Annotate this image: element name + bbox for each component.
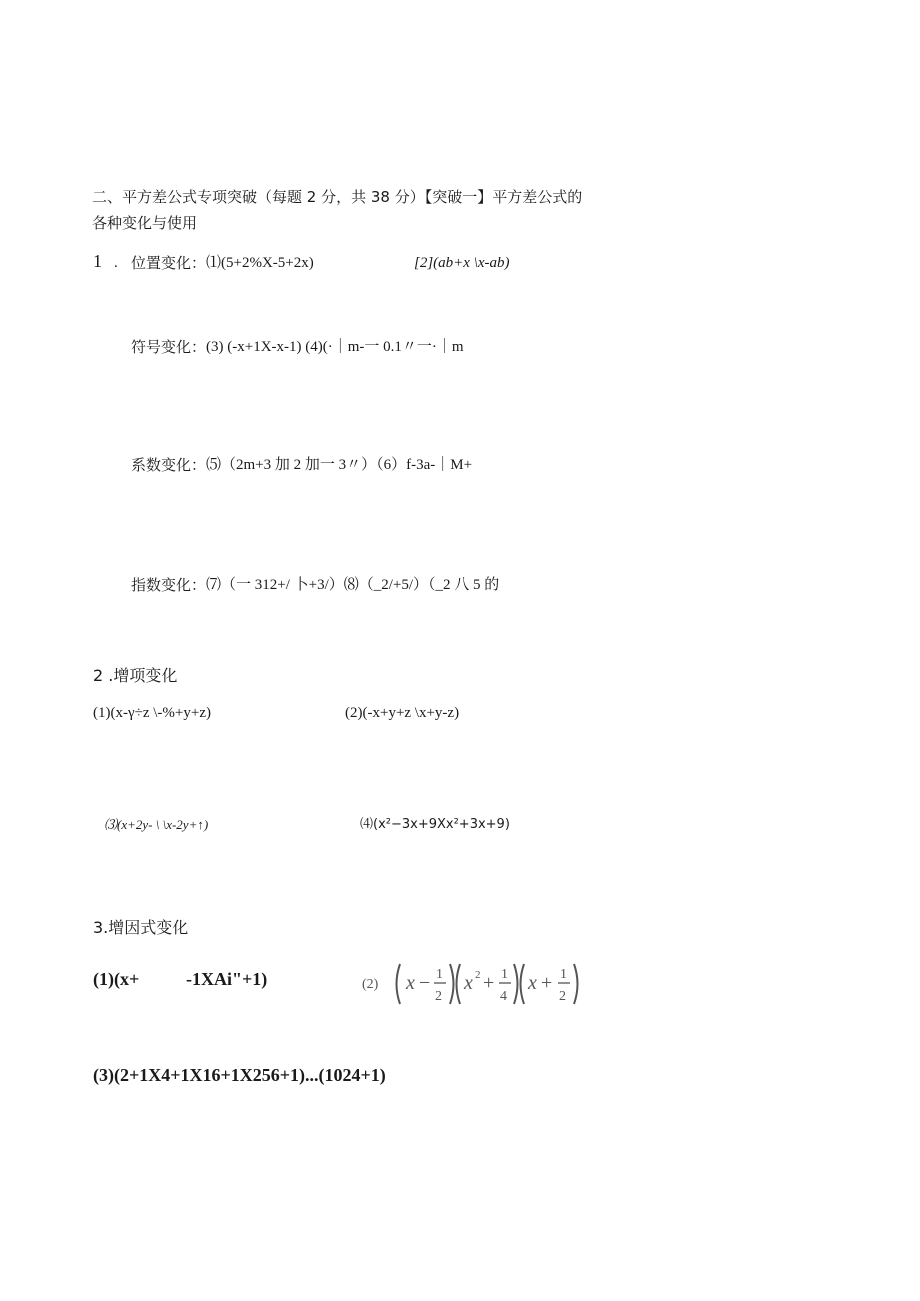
s3-problem-1a: (1)(x+: [93, 969, 140, 989]
position-change-expr-2: [2](ab+x \x-ab): [414, 255, 510, 271]
s3-problem-1b: -1XAi"+1): [186, 969, 268, 989]
svg-text:2: 2: [475, 969, 481, 981]
position-change-expr-1: ⑴(5+2%X-5+2x): [206, 255, 314, 271]
svg-text:1: 1: [560, 967, 567, 982]
svg-text:x: x: [406, 972, 415, 994]
s3-problem-2-formula: [362, 958, 584, 1010]
s3-problem-2-label: (2): [362, 977, 379, 992]
s2-problem-2: (2)(-x+y+z \x+y-z): [345, 705, 460, 721]
problem-1-dot: .: [114, 255, 118, 271]
svg-text:+: +: [483, 972, 495, 994]
svg-text:1: 1: [436, 967, 443, 982]
s3-problem-3: (3)(2+1X4+1X16+1X256+1)...(1024+1): [93, 1065, 386, 1085]
problem-1-number: 1: [93, 251, 102, 271]
svg-text:2: 2: [435, 989, 442, 1004]
s2-problem-1: (1)(x-γ÷z \-%+y+z): [93, 705, 211, 721]
sign-change-label: 符号变化：: [131, 338, 207, 356]
svg-text:x: x: [528, 972, 537, 994]
exponent-change-expr: ⑺（一 312+/ 卜+3/）⑻（_2/+5/）（_2 八 5 的: [206, 577, 500, 593]
s2-problem-3: ⑶(x+2y- \ \x-2y+↑): [104, 817, 209, 832]
position-change-label: 位置变化：: [131, 254, 207, 272]
section-heading-line2: 各种变化与使用: [92, 214, 198, 232]
svg-text:+: +: [541, 972, 553, 994]
s2-problem-4: ⑷(x²−3x+9Xx²+3x+9): [360, 817, 510, 832]
svg-text:2: 2: [559, 989, 566, 1004]
exponent-change-label: 指数变化：: [131, 576, 207, 594]
section-2-title: 2 .增项变化: [93, 666, 178, 685]
section-3-title: 3.增因式变化: [93, 918, 189, 937]
coefficient-change-expr: ⑸（2m+3 加 2 加一 3〃）（6）f-3a-｜M+: [206, 457, 473, 473]
coefficient-change-label: 系数变化：: [131, 456, 207, 474]
svg-text:1: 1: [501, 967, 508, 982]
svg-text:x: x: [464, 972, 473, 994]
svg-text:−: −: [419, 972, 431, 994]
sign-change-expr: (3) (-x+1X-x-1) (4)(·｜m-一 0.1〃一·｜m: [206, 339, 464, 355]
svg-text:4: 4: [500, 989, 507, 1004]
section-heading-line1: 二、平方差公式专项突破（每题 2 分，共 38 分）【突破一】平方差公式的: [92, 188, 583, 206]
